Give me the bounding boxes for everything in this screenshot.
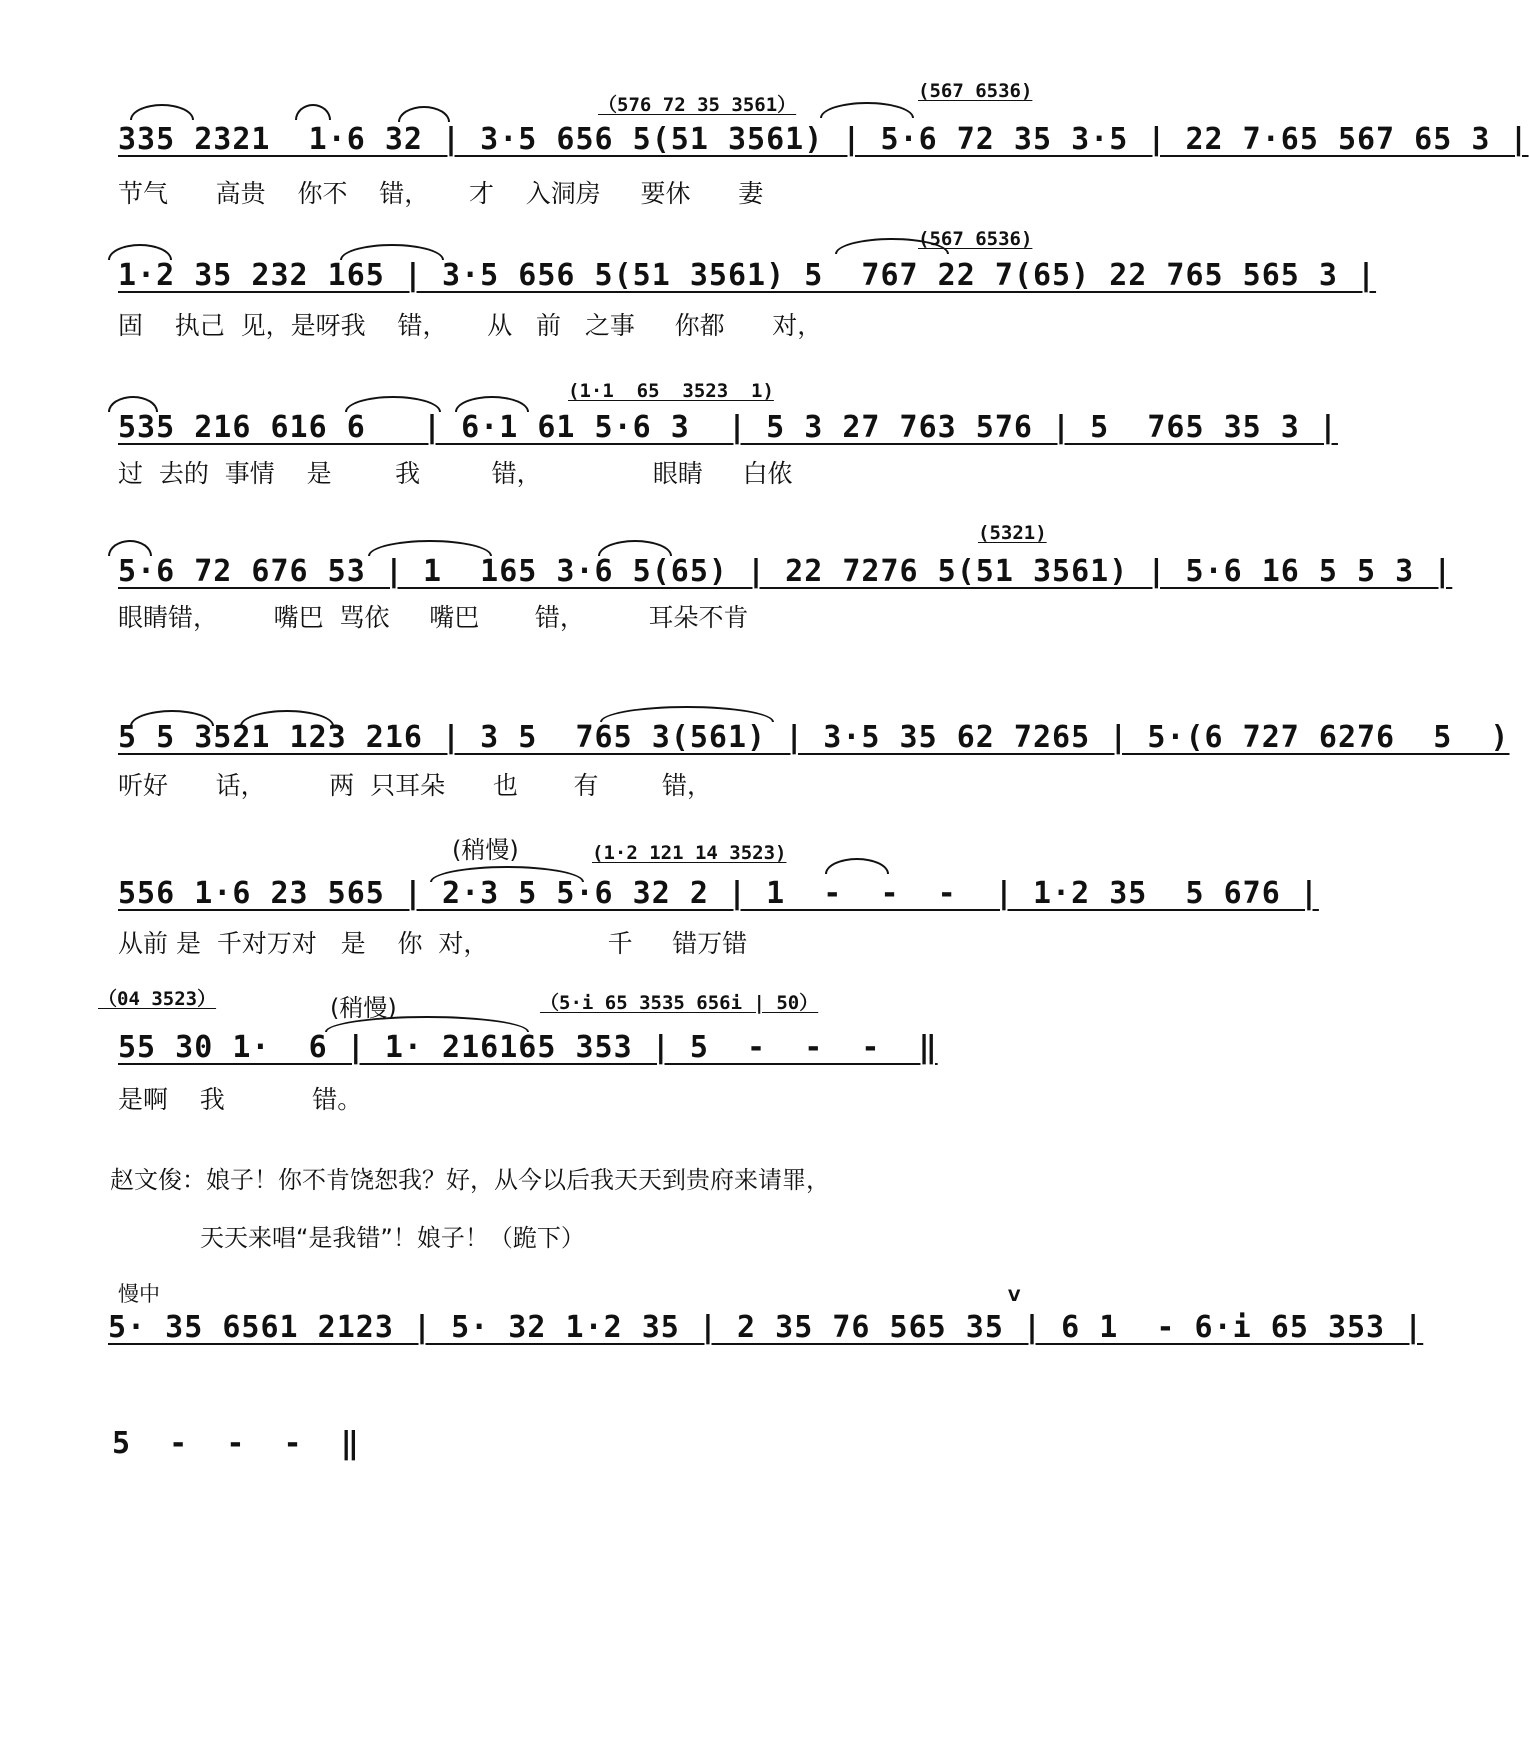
annotation: （5·i 65 3535 656i | 50） bbox=[540, 992, 819, 1014]
lyric-line: 眼睛错， 嘴巴 骂依 嘴巴 错， 耳朵不肯 bbox=[118, 603, 749, 632]
lyric-line: 固 执己 见，是呀我 错， 从 前 之事 你都 对， bbox=[118, 311, 823, 340]
slur bbox=[130, 104, 194, 120]
notation-line: 335 2321 1·6 32 | 3·5 656 5(51 3561) | 5·6 72 35 3·5 | 22 7·65 567 65 3 | bbox=[118, 122, 1529, 157]
instrumental-line-1: 5· 35 6561 2123 | 5· 32 1·2 35 | 2 35 76 565 35 | 6 1 - 6·i 65 353 | bbox=[108, 1310, 1424, 1345]
slur bbox=[820, 102, 914, 118]
notation-line: 556 1·6 23 565 | 2·3 5 5·6 32 2 | 1 - - - | 1·2 35 5 676 | bbox=[118, 876, 1319, 911]
annotation: (1·2 121 14 3523) bbox=[592, 842, 787, 864]
breath-mark: V bbox=[1008, 1286, 1021, 1305]
lyric-line: 节气 高贵 你不 错， 才 入洞房 要休 妻 bbox=[118, 179, 764, 208]
annotation: (567 6536) bbox=[918, 228, 1033, 250]
notation-line: 1·2 35 232 165 | 3·5 656 5(51 3561) 5 767 22 7(65) 22 765 565 3 | bbox=[118, 258, 1377, 293]
dialogue-line-2: 天天来唱“是我错”！娘子！（跪下） bbox=[200, 1224, 585, 1252]
annotation: (5321) bbox=[978, 522, 1047, 544]
notation-line: 535 216 616 6 | 6·1 61 5·6 3 | 5 3 27 763 576 | 5 765 35 3 | bbox=[118, 410, 1338, 445]
annotation: (1·1 65 3523 1) bbox=[568, 380, 774, 402]
lyric-line: 过 去的 事情 是 我 错， 眼睛 白侬 bbox=[118, 459, 793, 488]
notation-line: 5·6 72 676 53 | 1 165 3·6 5(65) | 22 7276 5(51 3561) | 5·6 16 5 5 3 | bbox=[118, 554, 1453, 589]
tempo-annotation: (稍慢) bbox=[452, 836, 519, 864]
lyric-line: 是啊 我 错。 bbox=[118, 1085, 363, 1114]
annotation: （576 72 35 3561） bbox=[598, 94, 797, 116]
lyric-line: 听好 话， 两 只耳朵 也 有 错， bbox=[118, 771, 713, 800]
notation-line: 5 5 3521 123 216 | 3 5 765 3(561) | 3·5 35 62 7265 | 5·(6 727 6276 5 ) bbox=[118, 720, 1510, 755]
tempo-mark: 慢中 bbox=[118, 1282, 160, 1306]
notation-line: 55 30 1· 6 | 1· 216165 353 | 5 - - - ‖ bbox=[118, 1030, 938, 1065]
slur bbox=[295, 104, 331, 120]
tempo-annotation: (稍慢) bbox=[330, 994, 397, 1022]
slur bbox=[825, 858, 889, 874]
instrumental-line-2: 5 - - - ‖ bbox=[112, 1426, 360, 1461]
slur bbox=[398, 106, 450, 122]
dialogue-line-1: 赵文俊：娘子！你不肯饶恕我？好，从今以后我天天到贵府来请罪， bbox=[110, 1166, 830, 1194]
lyric-line: 从前 是 千对万对 是 你 对， 千 错万错 bbox=[118, 929, 748, 958]
annotation: (567 6536) bbox=[918, 80, 1033, 102]
annotation: （04 3523） bbox=[98, 988, 217, 1010]
